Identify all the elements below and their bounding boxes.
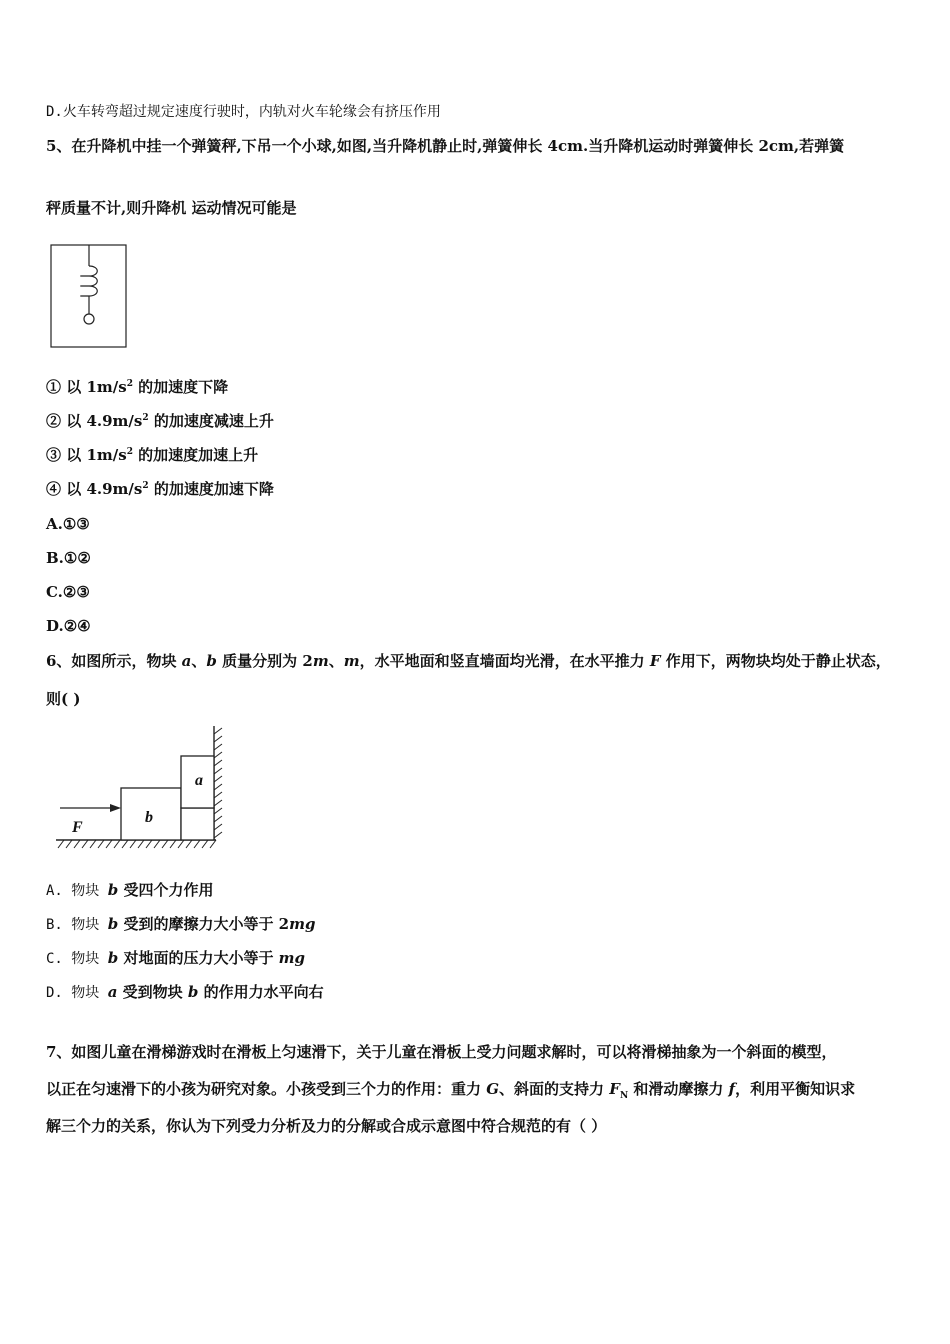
q7-stem-line2: 以正在匀速滑下的小孩为研究对象。小孩受到三个力的作用：重力 G、斜面的支持力 $F_N$ 和滑动摩擦力 f，利用平衡知识求: [46, 1080, 856, 1101]
q6-stem-line2: 则( ): [46, 690, 81, 708]
q5-option-a[interactable]: A.①③: [46, 515, 90, 533]
q7-stem-line3: 解三个力的关系，你认为下列受力分析及力的分解或合成示意图中符合规范的有（ ）: [46, 1117, 607, 1135]
q6-option-c[interactable]: C. 物块 b 对地面的压力大小等于 mg: [46, 949, 306, 967]
q5-option-c[interactable]: C.②③: [46, 583, 90, 601]
q5-option-d[interactable]: D.②④: [46, 617, 91, 635]
block-a-label: a: [195, 772, 203, 789]
q6-option-d[interactable]: D. 物块 a 受到物块 b 的作用力水平向右: [46, 983, 324, 1001]
small-ball: [84, 314, 94, 324]
q6-option-b[interactable]: B. 物块 b 受到的摩擦力大小等于 2mg: [46, 915, 316, 933]
block-lower-cell: [181, 808, 214, 840]
q5-option-b[interactable]: B.①②: [46, 549, 91, 567]
q5-stem-line2: 秤质量不计,则升降机 运动情况可能是: [46, 199, 297, 217]
q5-statement-2: ② 以 $4.9m/s^2$ 的加速度减速上升: [46, 412, 274, 430]
block-b-label: b: [145, 809, 153, 826]
q5-statement-4: ④ 以 $4.9m/s^2$ 的加速度加速下降: [46, 480, 274, 498]
spring-coil: [81, 266, 98, 296]
wall-hatching: [214, 728, 222, 838]
force-label: F: [72, 819, 83, 836]
blocks-wall-figure: [54, 724, 229, 854]
q6-option-a[interactable]: A. 物块 b 受四个力作用: [46, 881, 214, 899]
q4-option-d: D.火车转弯超过规定速度行驶时，内轨对火车轮缘会有挤压作用: [46, 104, 441, 120]
spring-scale-elevator-figure: [50, 244, 128, 350]
q5-stem-line1: 5、在升降机中挂一个弹簧秤,下吊一个小球,如图,当升降机静止时,弹簧伸长 4cm.当升降机运动时弹簧伸长 2cm,若弹簧: [46, 137, 845, 155]
q5-statement-1: ① 以 $1m/s^2$ 的加速度下降: [46, 378, 229, 396]
q5-statement-3: ③ 以 $1m/s^2$ 的加速度加速上升: [46, 446, 259, 464]
q6-stem-line1: 6、如图所示，物块 a、b 质量分别为 2m、m，水平地面和竖直墙面均光滑，在水平推力 F 作用下，两物块均处于静止状态，: [46, 652, 891, 670]
q7-stem-line1: 7、如图儿童在滑梯游戏时在滑板上匀速滑下，关于儿童在滑板上受力问题求解时，可以将滑梯抽象为一个斜面的模型，: [46, 1043, 837, 1061]
ground-hatching: [58, 840, 216, 848]
force-arrowhead: [110, 804, 121, 812]
